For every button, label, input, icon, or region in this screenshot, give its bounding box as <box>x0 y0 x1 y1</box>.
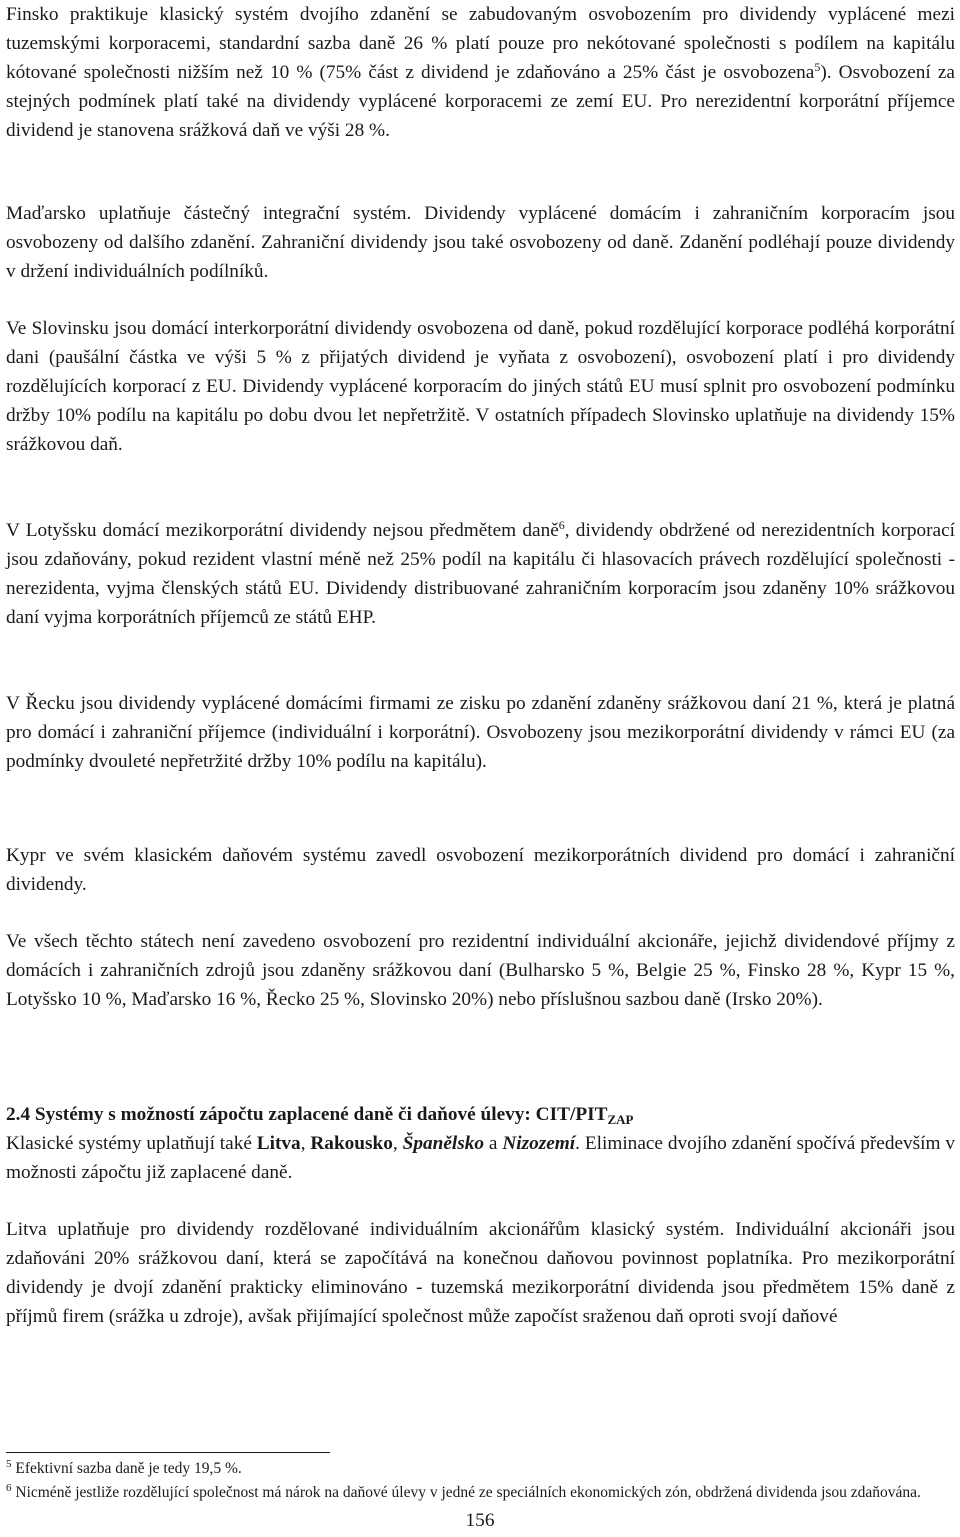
paragraph-finland-text-a: Finsko praktikuje klasický systém dvojího zdanění se zabudovaným osvobozením pro dividendy vyplácené mezi tuzemskými korporacemi, standardní sazba daně 26 % platí pouze pro nekótované společnosti s podílem na kapitálu kótované společnosti nižším než 10 % (75% část z dividend je zdaňováno a 25% část je osvobozena <box>6 4 955 84</box>
country-austria: Rakousko <box>310 1133 393 1154</box>
country-netherlands: Nizozemí <box>502 1133 576 1154</box>
paragraph-classic <box>6 1129 955 1187</box>
section-heading-subscript: ZAP <box>607 1112 634 1127</box>
footnote-5-number: 5 <box>6 1458 12 1470</box>
paragraph-slovenia: Ve Slovinsku jsou domácí interkorporátní dividendy osvobozena od daně, pokud rozdělující korporace podléhá korporátní dani (paušální částka ve výši 5 % z přijatých dividend je vyňata z osvobození), osvobození platí i pro dividendy rozdělujících korporací z EU. Dividendy vyplácené korporacím do jiných států EU musí splnit pro osvobození podmínku držby 10% podílu na kapitálu po dobu dvou let nepřetržitě. V ostatních případech Slovinsko uplatňuje na dividendy 15% srážkovou daň. <box>6 318 955 456</box>
paragraph-latvia <box>6 516 955 632</box>
paragraph-latvia-text-a: V Lotyšsku domácí mezikorporátní dividendy nejsou předmětem daně <box>6 520 559 541</box>
country-lithuania: Litva <box>256 1133 301 1154</box>
country-spain: Španělsko <box>402 1133 485 1154</box>
paragraph-greece: V Řecku jsou dividendy vyplácené domácími firmami ze zisku po zdanění zdaněny srážkovou daní 21 %, která je platná pro domácí i zahraniční příjemce (individuální i korporátní). Osvobozeny jsou mezikorporátní dividendy v rámci EU (za podmínky dvouleté nepřetržité držby 10% podílu na kapitálu). <box>6 693 955 773</box>
paragraph-lithuania: Litva uplatňuje pro dividendy rozdělované individuálním akcionářům klasický systém. Individuální akcionáři jsou zdaňováni 20% srážkovou daní, která se započítává na konečnou daňovou povinnost poplatníka. Pro mezikorporátní dividendy je dvojí zdanění prakticky eliminováno - tuzemská mezikorporátní dividenda jsou předmětem 15% daně z příjmů firem (srážka u zdroje), avšak přijímající společnost může započíst sraženou daň oproti svojí daňové <box>6 1219 955 1328</box>
classic-text-4: a <box>484 1133 503 1154</box>
paragraph-cyprus: Kypr ve svém klasickém daňovém systému zavedl osvobození mezikorporátních dividend pro domácí i zahraniční dividendy. <box>6 845 955 896</box>
section-heading-title: 2.4 Systémy s možností zápočtu zaplacené daně či daňové úlevy: CIT/PIT <box>6 1104 608 1125</box>
footnote-ref-5[interactable]: 5 <box>814 60 821 75</box>
paragraph-latvia-text-b: , dividendy obdržené od nerezidentních korporací jsou zdaňovány, pokud rezident vlastní méně než 25% podíl na kapitálu či hlasovacích právech rozdělující společnosti - nerezidenta, vyjma členských států EU. Dividendy distribuované zahraničním korporacím jsou zdaněny 10% srážkovou daní vyjma korporátních příjemců ze států EHP. <box>6 520 955 629</box>
paragraph-finland <box>6 0 955 145</box>
footnote-6 <box>6 1482 955 1503</box>
paragraph-finland-text-b: ). Osvobození za stejných podmínek platí také na dividendy vyplácené korporacemi ze zemí EU. Pro nerezidentní korporátní příjemce dividend je stanovena srážková daň ve výši 28 %. <box>6 62 955 142</box>
classic-text-5: . Eliminace dvojího zdanění spočívá především v možnosti zápočtu již zaplacené daně. <box>6 1133 956 1184</box>
footnote-ref-6[interactable]: 6 <box>558 518 565 532</box>
classic-text-2: , <box>300 1133 311 1154</box>
footnote-5 <box>6 1458 955 1479</box>
paragraph-individuals: Ve všech těchto státech není zavedeno osvobození pro rezidentní individuální akcionáře, jejichž dividendové příjmy z domácích i zahraničních zdrojů jsou zdaněny srážkovou daní (Bulharsko 5 %, Belgie 25 %, Finsko 28 %, Kypr 15 %, Lotyšsko 10 %, Maďarsko 16 %, Řecko 25 %, Slovinsko 20%) nebo příslušnou sazbou daně (Irsko 20%). <box>6 931 955 1011</box>
classic-text-3: , <box>392 1133 403 1154</box>
footnote-6-text: Nicméně jestliže rozdělující společnost má nárok na daňové úlevy v jedné ze speciálních ekonomických zón, obdržená dividenda jsou zdaňována. <box>11 1484 921 1501</box>
footnote-5-text: Efektivní sazba daně je tedy 19,5 %. <box>11 1460 242 1477</box>
page-number: 156 <box>465 1510 495 1531</box>
footnote-separator <box>6 1452 330 1453</box>
classic-text-1: Klasické systémy uplatňují také <box>6 1133 257 1154</box>
paragraph-hungary: Maďarsko uplatňuje částečný integrační systém. Dividendy vyplácené domácím i zahraničním korporacím jsou osvobozeny od dalšího zdanění. Zahraniční dividendy jsou také osvobozeny od daně. Zdanění podléhají pouze dividendy v držení individuálních podílníků. <box>6 203 955 283</box>
footnote-6-number: 6 <box>6 1482 12 1494</box>
